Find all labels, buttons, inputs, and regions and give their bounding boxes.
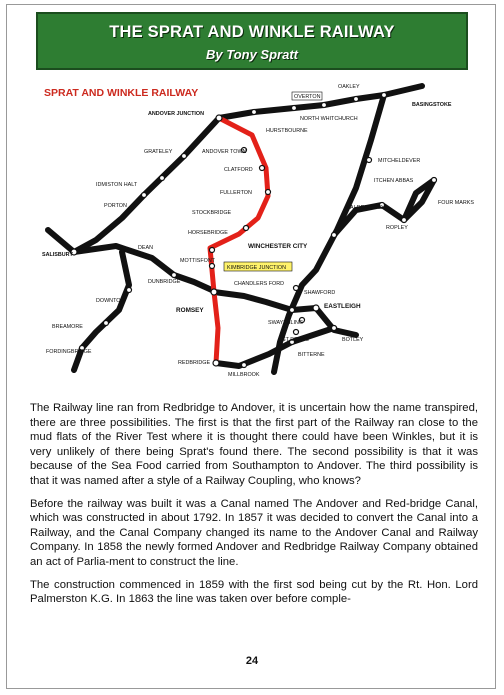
label-clatford: CLATFORD [224, 167, 253, 173]
label-winchester-city: WINCHESTER CITY [248, 243, 308, 250]
label-grateley: GRATELEY [144, 149, 173, 155]
label-four-marks: FOUR MARKS [438, 200, 474, 206]
label-ropley: ROPLEY [386, 225, 408, 231]
page-number: 24 [245, 655, 259, 667]
label-hurstbourne: HURSTBOURNE [266, 128, 308, 134]
label-bitterne: BITTERNE [298, 352, 325, 358]
label-chandlers-ford: CHANDLERS FORD [234, 281, 285, 287]
label-swaythling: SWAYTHLING [268, 320, 304, 326]
label-stockbridge: STOCKBRIDGE [192, 210, 232, 216]
label-andover-town: ANDOVER TOWN [202, 149, 247, 155]
label-st-denys: ST DENYS [282, 337, 309, 343]
label-north-whitchurch: NORTH WHITCHURCH [300, 116, 358, 122]
paragraph-1: The Railway line ran from Redbridge to Andover, it is uncertain how the name transpired, there are three possibilities. The first is that the first part of the Railway ran close to the mud flats of the River Test where it is thought there could have been Winkles, but it is very unlikely of there being Sprat's found there. The second possibility is that it was because of the Sea Food carried from Southampton to Andover. The third possibility is that it was named after a style of a Railway Coupling, who knows? [30, 402, 478, 487]
label-eastleigh: EASTLEIGH [324, 303, 361, 310]
label-shawford: SHAWFORD [304, 290, 336, 296]
line-salisbury-romsey [74, 246, 214, 291]
label-romsey: ROMSEY [176, 307, 204, 314]
paragraph-2: Before the railway was built it was a Canal named The Andover and Red-bridge Canal, which was constructed in about 1792. In 1857 it was decided to convert the Canal into a Railway, and the Canal Company changed its name to the Andover Canal and Railway Company. In 1858 the newly formed Andover and Redbridge Railway Company obtained an act of Parlia-ment to construct the line. [30, 497, 478, 568]
paragraph-3: The construction commenced in 1859 with the first sod being cut by the Rt. Hon. Lord Palmerston K.G. In 1863 the line was taken over before comple- [30, 578, 478, 606]
label-andover-junction: ANDOVER JUNCTION [148, 111, 205, 117]
label-downton: DOWNTON [96, 298, 125, 304]
title-banner [36, 12, 468, 70]
label-idmiston-halt: IDMISTON HALT [96, 182, 138, 188]
railway-map [34, 80, 474, 386]
label-millbrook: MILLBROOK [228, 372, 260, 378]
label-mitcheldever: MITCHELDEVER [378, 158, 421, 164]
label-alresford: ALRESFORD [350, 205, 383, 211]
label-dean: DEAN [138, 245, 153, 251]
label-breamore: BREAMORE [52, 324, 83, 330]
label-horsebridge: HORSEBRIDGE [188, 230, 228, 236]
article-text [30, 401, 478, 615]
label-fullerton: FULLERTON [220, 190, 252, 196]
label-fordingbridge: FORDINGBRIDGE [46, 349, 92, 355]
label-kimbridge-junction: KIMBRIDGE JUNCTION [227, 265, 286, 271]
label-overton: OVERTON [294, 94, 321, 100]
line-four-marks-branch [404, 180, 434, 220]
label-mottisfont: MOTTISFONT [180, 258, 216, 264]
label-oakley: OAKLEY [338, 84, 360, 90]
label-salisbury: SALISBURY [42, 252, 73, 258]
map-title: SPRAT AND WINKLE RAILWAY [44, 87, 199, 99]
label-itchen-abbas: ITCHEN ABBAS [374, 178, 414, 184]
label-redbridge: REDBRIDGE [178, 360, 211, 366]
label-porton: PORTON [104, 203, 127, 209]
author-byline: By Tony Spratt [206, 47, 298, 62]
label-dunbridge: DUNBRIDGE [148, 279, 181, 285]
label-basingstoke: BASINGSTOKE [412, 102, 452, 108]
page-title: THE SPRAT AND WINKLE RAILWAY [109, 23, 395, 41]
label-botley: BOTLEY [342, 337, 364, 343]
